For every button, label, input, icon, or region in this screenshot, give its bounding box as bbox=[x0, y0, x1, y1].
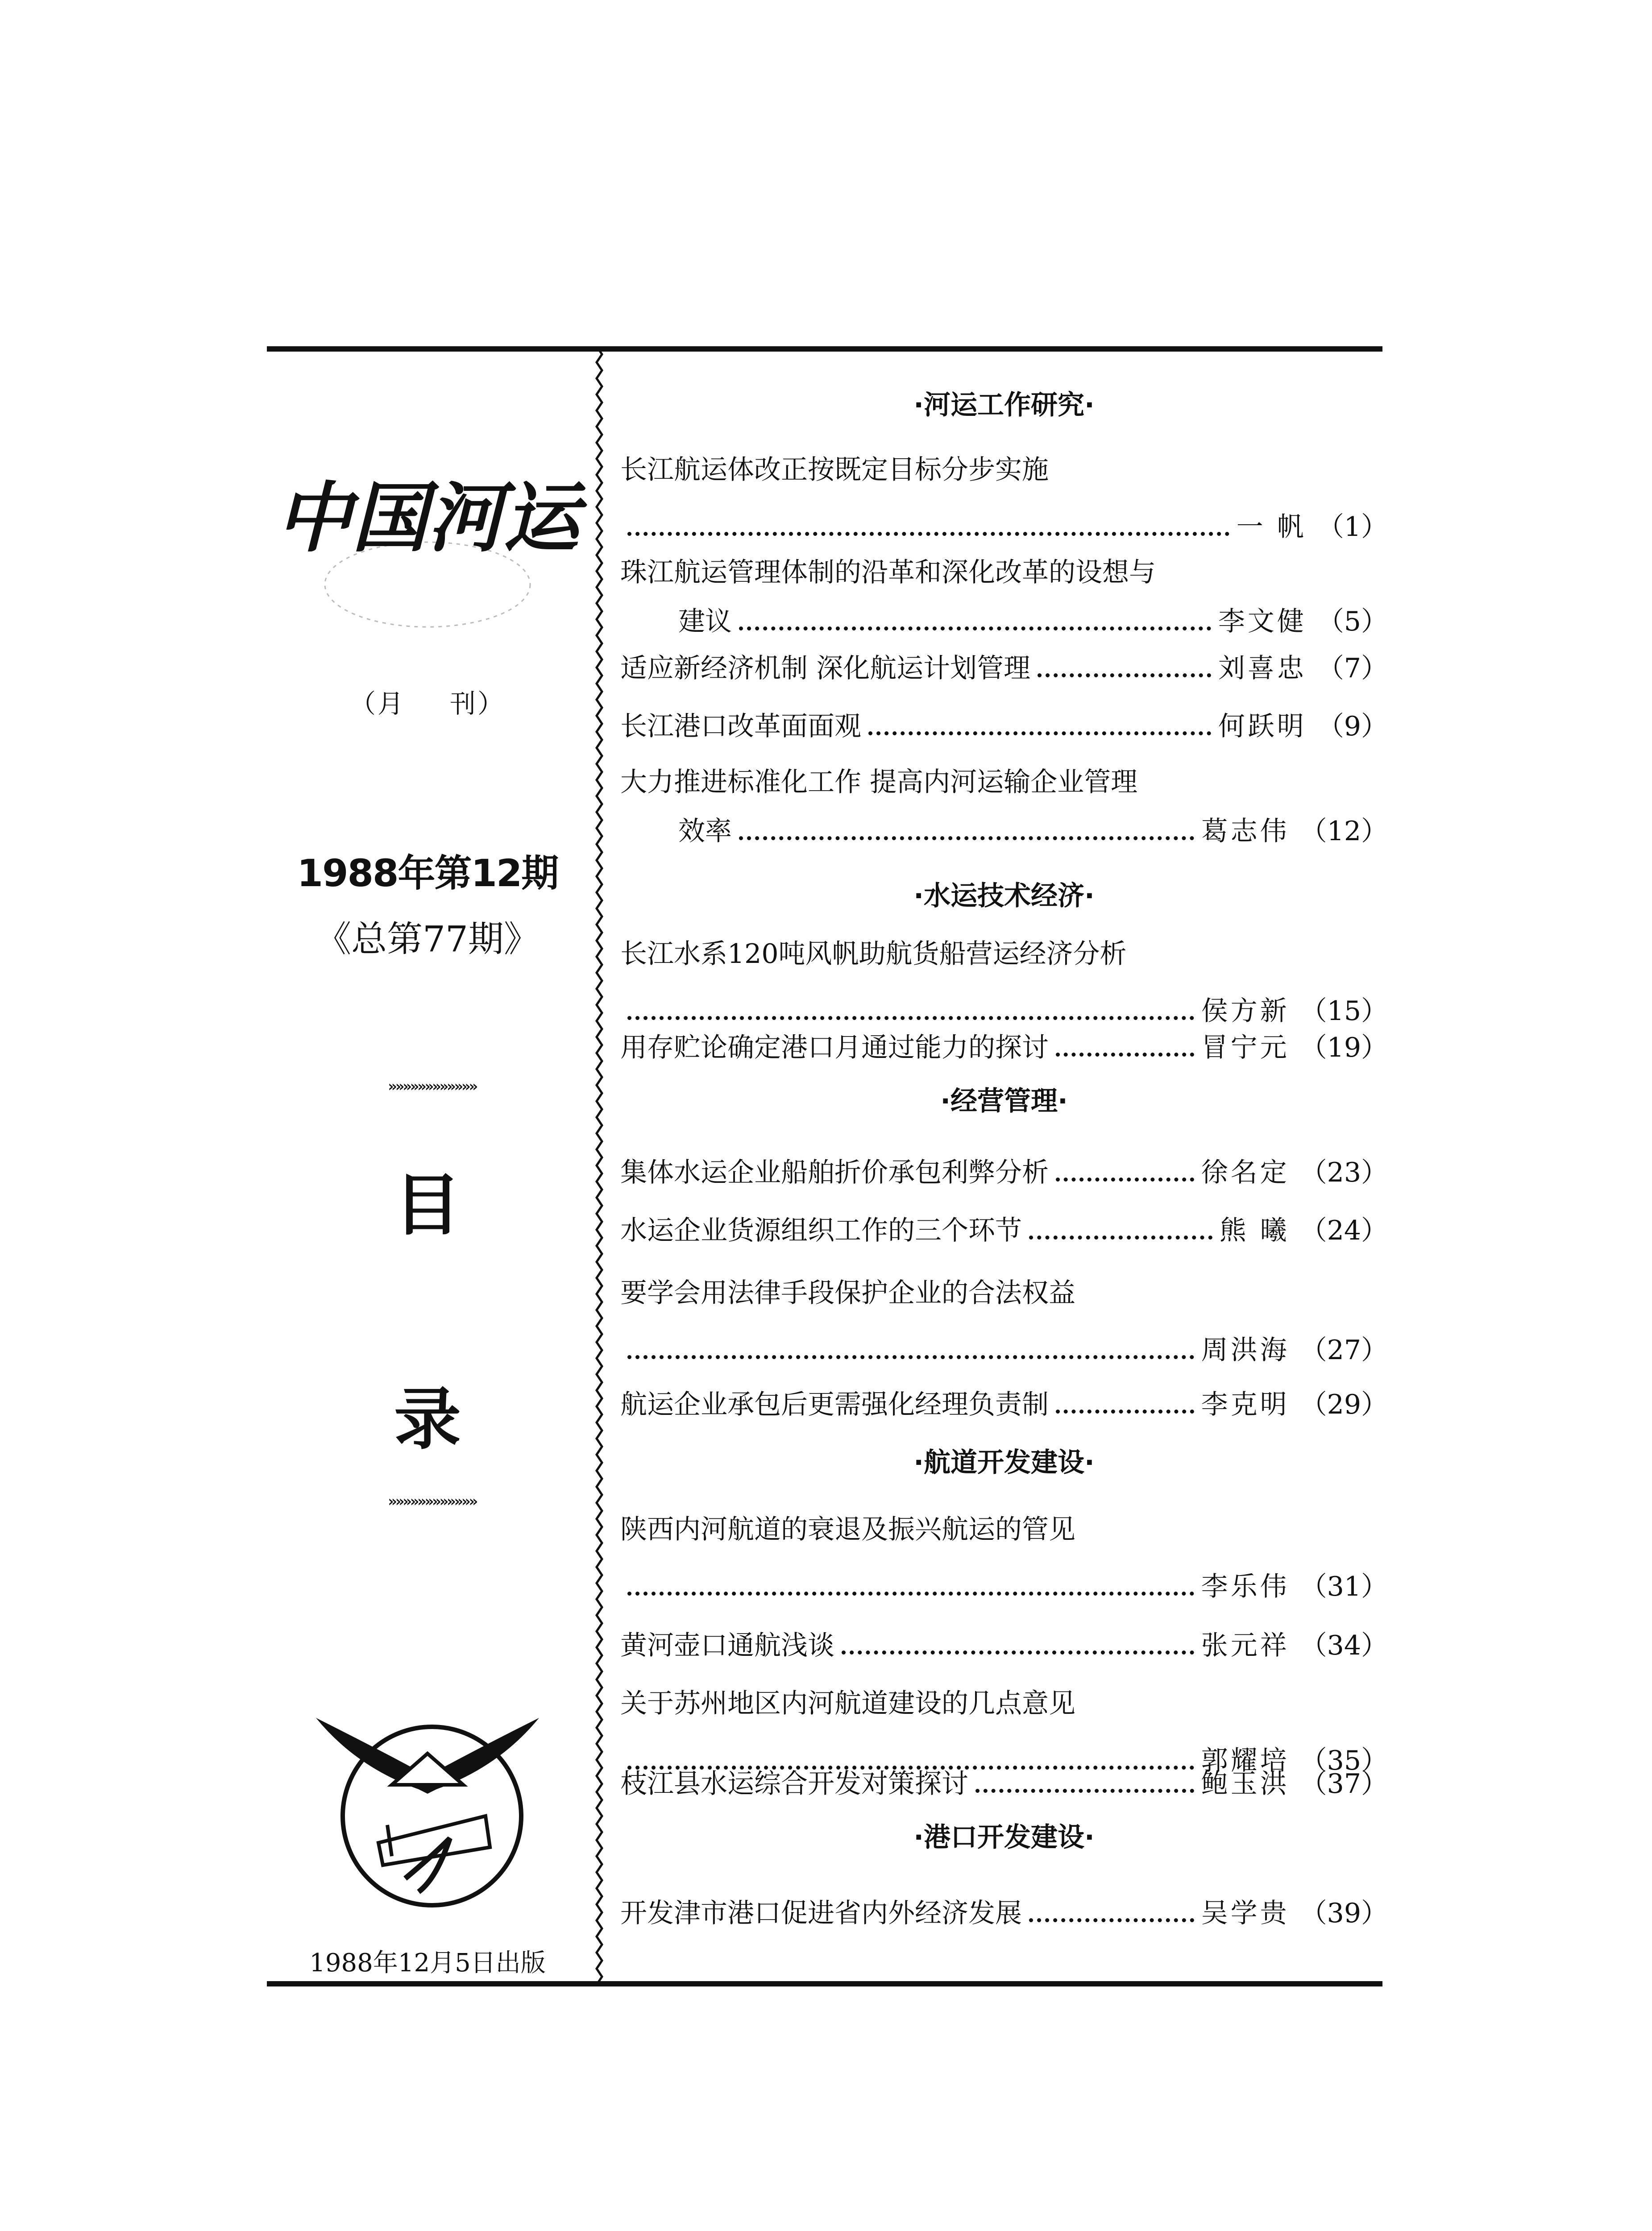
toc-entry-title: 黄河壶口通航浅谈 bbox=[620, 1630, 834, 1661]
toc-entry[interactable] bbox=[620, 1151, 1388, 1200]
toc-entry-title: 集体水运企业船舶折价承包利弊分析 bbox=[620, 1157, 1049, 1188]
toc-entry-author: 冒宁元 bbox=[1201, 1032, 1290, 1063]
toc-entry-page: （39） bbox=[1300, 1898, 1388, 1929]
toc-entry-author: 一 帆 bbox=[1236, 511, 1307, 543]
cover-column bbox=[267, 352, 588, 1981]
toc-entry-title: 适应新经济机制 深化航运计划管理 bbox=[620, 653, 1031, 684]
toc-entry-title: 开发津市港口促进省内外经济发展 bbox=[620, 1898, 1022, 1929]
toc-entry[interactable] bbox=[620, 1209, 1388, 1258]
toc-entry-title: 长江水系120吨风帆助航货船营运经济分析 bbox=[620, 938, 1127, 970]
toc-entry-page: （15） bbox=[1300, 995, 1388, 1027]
toc-entry-author: 徐名定 bbox=[1201, 1157, 1290, 1188]
toc-entry[interactable] bbox=[620, 1026, 1388, 1075]
toc-entry[interactable] bbox=[620, 551, 1388, 649]
masthead-calligraphy bbox=[267, 469, 588, 629]
bottom-rule bbox=[267, 1981, 1382, 1986]
toc-entry-title: 关于苏州地区内河航道建设的几点意见 bbox=[620, 1688, 1075, 1719]
toc-entry-title: 大力推进标准化工作 提高内河运输企业管理 bbox=[620, 767, 1138, 798]
toc-entry-author: 张元祥 bbox=[1201, 1630, 1290, 1661]
dot-leader bbox=[842, 1650, 1194, 1655]
toc-entry[interactable] bbox=[620, 1762, 1388, 1812]
toc-entry[interactable] bbox=[620, 705, 1388, 754]
dot-leader bbox=[739, 836, 1194, 840]
toc-entry-author: 熊 曦 bbox=[1219, 1215, 1290, 1246]
toc-entry[interactable] bbox=[620, 1892, 1388, 1941]
toc-entry-author: 何跃明 bbox=[1218, 711, 1307, 742]
toc-entry-author: 周洪海 bbox=[1201, 1335, 1290, 1366]
toc-entry-page: （31） bbox=[1300, 1571, 1388, 1602]
arrow-ornament: »»»»»»»»»»»» bbox=[388, 1078, 476, 1095]
toc-section-heading: ·经营管理· bbox=[940, 1086, 1068, 1117]
toc-section-heading: ·港口开发建设· bbox=[913, 1822, 1095, 1853]
issue-number: 1988年第12期 bbox=[297, 851, 558, 895]
toc-entry-title: 珠江航运管理体制的沿革和深化改革的设想与 bbox=[620, 557, 1156, 588]
toc-entry-page: （34） bbox=[1300, 1630, 1388, 1661]
dot-leader bbox=[1056, 1410, 1194, 1414]
dot-leader bbox=[1029, 1236, 1212, 1240]
toc-entry[interactable] bbox=[620, 933, 1388, 1039]
toc-entry-author: 李乐伟 bbox=[1201, 1571, 1290, 1602]
toc-entry[interactable] bbox=[620, 1272, 1388, 1378]
toc-entry-author: 李克明 bbox=[1201, 1389, 1290, 1420]
dot-leader bbox=[627, 1592, 1194, 1596]
total-issue: 《总第77期》 bbox=[315, 918, 540, 960]
toc-entry[interactable] bbox=[620, 1383, 1388, 1432]
toc-entry[interactable] bbox=[620, 1508, 1388, 1614]
toc-entry-page: （29） bbox=[1300, 1389, 1388, 1420]
dot-leader bbox=[868, 731, 1211, 735]
toc-entry-page: （7） bbox=[1317, 653, 1388, 684]
toc-entry-title: 用存贮论确定港口月通过能力的探讨 bbox=[620, 1032, 1049, 1063]
masthead-title: 中国河运 bbox=[275, 473, 580, 563]
toc-entry-author: 吴学贵 bbox=[1201, 1898, 1290, 1929]
toc-entry[interactable] bbox=[620, 448, 1388, 555]
dot-leader bbox=[1038, 673, 1211, 677]
toc-entry-page: （35） bbox=[1300, 1745, 1388, 1776]
dot-leader bbox=[1056, 1178, 1194, 1182]
dot-leader bbox=[627, 1016, 1194, 1020]
top-rule bbox=[267, 346, 1382, 352]
toc-entry-page: （37） bbox=[1300, 1768, 1388, 1800]
journal-emblem bbox=[303, 1669, 552, 1919]
toc-entry-title: 要学会用法律手段保护企业的合法权益 bbox=[620, 1277, 1075, 1309]
toc-entry-page: （19） bbox=[1300, 1032, 1388, 1063]
table-of-contents bbox=[620, 352, 1388, 1981]
toc-entry-author: 鲍玉洪 bbox=[1201, 1768, 1290, 1800]
toc-char-lu: 录 bbox=[394, 1381, 461, 1459]
toc-entry[interactable] bbox=[620, 647, 1388, 696]
toc-entry-page: （23） bbox=[1300, 1157, 1388, 1188]
toc-entry-author: 侯方新 bbox=[1201, 995, 1290, 1027]
toc-entry-page: （27） bbox=[1300, 1335, 1388, 1366]
toc-entry-page: （1） bbox=[1317, 511, 1388, 543]
frequency-label: （月 刊） bbox=[349, 688, 506, 719]
toc-entry-title: 效率 bbox=[678, 816, 732, 847]
toc-entry-title: 航运企业承包后更需强化经理负责制 bbox=[620, 1389, 1049, 1420]
toc-entry[interactable] bbox=[620, 1624, 1388, 1673]
anchor-wings-emblem bbox=[303, 1669, 552, 1919]
toc-entry-page: （12） bbox=[1300, 816, 1388, 847]
toc-entry-title: 建议 bbox=[678, 606, 732, 637]
toc-entry-page: （9） bbox=[1317, 711, 1388, 742]
toc-entry-author: 葛志伟 bbox=[1201, 816, 1290, 847]
toc-entry-title: 陕西内河航道的衰退及振兴航运的管见 bbox=[620, 1514, 1075, 1545]
journal-masthead bbox=[267, 469, 588, 629]
toc-section-heading: ·河运工作研究· bbox=[913, 390, 1095, 421]
column-divider bbox=[594, 346, 605, 1986]
dot-leader bbox=[627, 1355, 1194, 1359]
toc-char-mu: 目 bbox=[394, 1167, 461, 1244]
toc-entry-page: （24） bbox=[1300, 1215, 1388, 1246]
toc-entry-title: 枝江县水运综合开发对策探讨 bbox=[620, 1768, 968, 1800]
toc-entry-author: 刘喜忠 bbox=[1218, 653, 1307, 684]
toc-section-heading: ·水运技术经济· bbox=[913, 880, 1095, 912]
dot-leader bbox=[627, 532, 1229, 536]
toc-entry-title: 长江港口改革面面观 bbox=[620, 711, 861, 742]
toc-entry-author: 郭耀培 bbox=[1201, 1745, 1290, 1776]
publish-date: 1988年12月5日出版 bbox=[309, 1949, 546, 1978]
dot-leader bbox=[1029, 1918, 1194, 1922]
toc-entry-page: （5） bbox=[1317, 606, 1388, 637]
dot-leader bbox=[739, 626, 1211, 630]
dot-leader bbox=[975, 1789, 1194, 1793]
toc-section-heading: ·航道开发建设· bbox=[913, 1447, 1095, 1478]
arrow-ornament: »»»»»»»»»»»» bbox=[388, 1493, 476, 1510]
dot-leader bbox=[1056, 1053, 1194, 1057]
toc-entry-title: 水运企业货源组织工作的三个环节 bbox=[620, 1215, 1022, 1246]
toc-entry[interactable] bbox=[620, 761, 1388, 859]
toc-entry-author: 李文健 bbox=[1218, 606, 1307, 637]
toc-entry-title: 长江航运体改正按既定目标分步实施 bbox=[620, 454, 1049, 485]
